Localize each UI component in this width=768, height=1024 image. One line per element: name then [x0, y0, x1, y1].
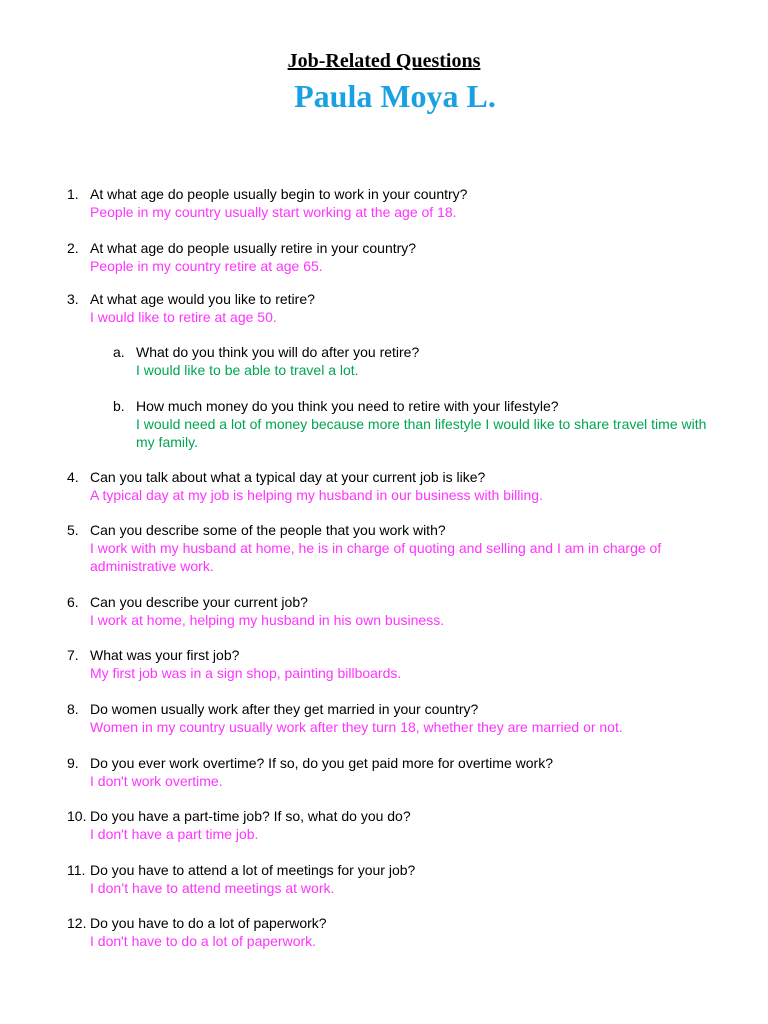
sub-question-text: How much money do you think you need to retire with your lifestyle?	[136, 398, 559, 414]
question-text: Do you have to attend a lot of meetings for your job?	[90, 862, 416, 878]
question-number: 10.	[67, 808, 87, 824]
answer-text: I work with my husband at home, he is in charge of quoting and selling and I am in charge of administrative work.	[90, 540, 662, 574]
question-number: 5.	[67, 522, 79, 538]
sub-question-letter: a.	[113, 344, 125, 360]
question-number: 6.	[67, 594, 79, 610]
question-text: Do women usually work after they get married in your country?	[90, 701, 479, 717]
question-number: 1.	[67, 186, 79, 202]
question-number: 2.	[67, 240, 79, 256]
question-text: Can you describe some of the people that you work with?	[90, 522, 446, 538]
question-text: At what age do people usually begin to work in your country?	[90, 186, 468, 202]
answer-text: Women in my country usually work after they turn 18, whether they are married or not.	[90, 719, 623, 735]
question-number: 11.	[67, 862, 86, 878]
question-text: Do you ever work overtime? If so, do you get paid more for overtime work?	[90, 755, 553, 771]
document-title: Job-Related Questions	[287, 50, 481, 72]
question-number: 12.	[67, 915, 87, 931]
answer-text: I would like to retire at age 50.	[90, 309, 277, 325]
question-text: Do you have a part-time job? If so, what do you do?	[90, 808, 411, 824]
sub-question-letter: b.	[113, 398, 125, 414]
question-number: 3.	[67, 291, 79, 307]
answer-text: People in my country usually start working at the age of 18.	[90, 204, 457, 220]
answer-text: I don't have a part time job.	[90, 826, 259, 842]
sub-answer-text: I would need a lot of money because more than lifestyle I would like to share travel time with my family.	[136, 416, 707, 450]
question-number: 8.	[67, 701, 79, 717]
answer-text: People in my country retire at age 65.	[90, 258, 323, 274]
answer-text: I work at home, helping my husband in his own business.	[90, 612, 445, 628]
question-text: Can you talk about what a typical day at your current job is like?	[90, 469, 486, 485]
answer-text: I don't work overtime.	[90, 773, 223, 789]
sub-question-text: What do you think you will do after you retire?	[136, 344, 420, 360]
question-number: 4.	[67, 469, 79, 485]
question-text: Do you have to do a lot of paperwork?	[90, 915, 327, 931]
question-text: What was your first job?	[90, 647, 240, 663]
question-text: Can you describe your current job?	[90, 594, 308, 610]
answer-text: A typical day at my job is helping my husband in our business with billing.	[90, 487, 543, 503]
question-number: 7.	[67, 647, 79, 663]
sub-answer-text: I would like to be able to travel a lot.	[136, 362, 359, 378]
answer-text: I don’t have to attend meetings at work.	[90, 880, 335, 896]
author-name: Paula Moya L.	[294, 78, 496, 114]
answer-text: I don't have to do a lot of paperwork.	[90, 933, 317, 949]
question-number: 9.	[67, 755, 79, 771]
answer-text: My first job was in a sign shop, painting billboards.	[90, 665, 402, 681]
question-text: At what age do people usually retire in your country?	[90, 240, 417, 256]
question-text: At what age would you like to retire?	[90, 291, 315, 307]
